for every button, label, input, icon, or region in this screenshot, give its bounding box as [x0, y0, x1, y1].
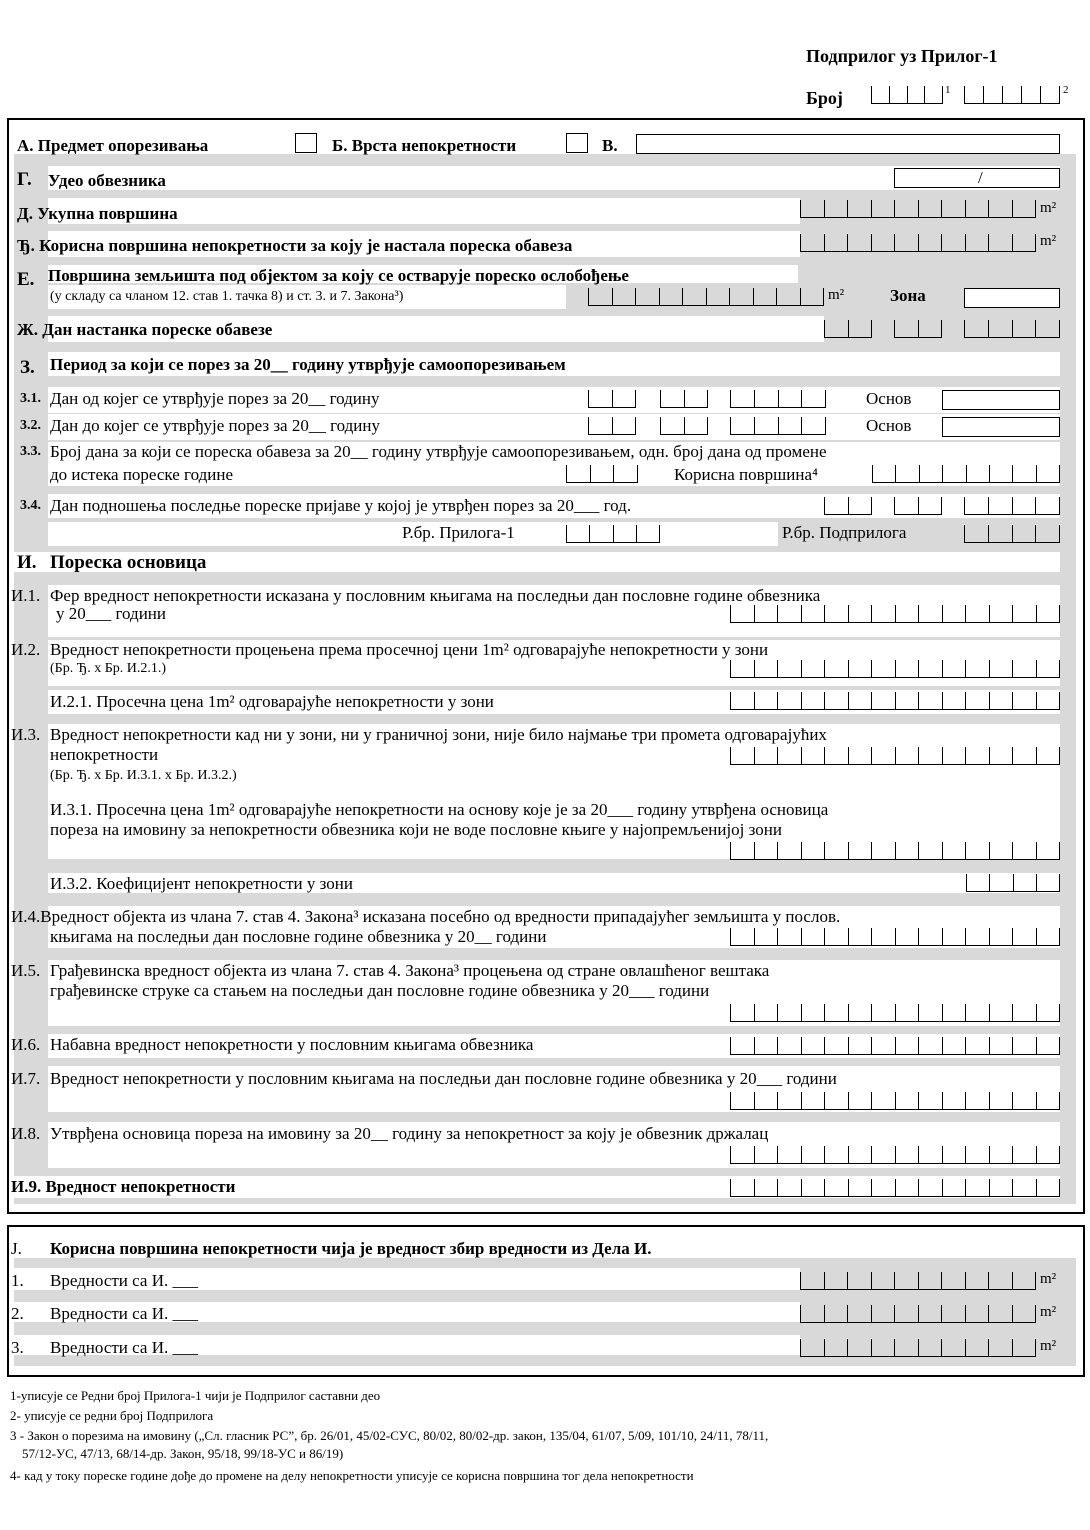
broj-prilog-field[interactable] — [871, 86, 943, 104]
label-z4-num: 3.4. — [20, 498, 41, 513]
sup-1: 1 — [945, 84, 951, 96]
korisna-povrsina-z3-field[interactable] — [872, 465, 1060, 483]
label-z2: Дан до којег се утврђује порез за 20__ годину — [50, 416, 380, 435]
label-z1: Дан од којег се утврђује порез за 20__ годину — [50, 389, 380, 408]
j-row-2-field[interactable] — [800, 1305, 1036, 1323]
i9-value-field[interactable] — [730, 1179, 1060, 1197]
label-g-num: Г. — [17, 169, 32, 190]
label-i4-line2: књигама на последњи дан пословне године обвезника у 20__ години — [50, 927, 547, 946]
label-g: Удео обвезника — [48, 171, 166, 190]
label-z: Период за који се порез за 20__ годину утврђује самоопорезивањем — [50, 355, 566, 374]
label-e-num: Е. — [17, 269, 35, 290]
j-row-2-unit: m² — [1040, 1304, 1057, 1320]
z4-year-field[interactable] — [964, 497, 1060, 515]
label-j-num: Ј. — [11, 1239, 22, 1258]
footnote-3: 3 - Закон о порезима на имовину („Сл. гласник РС”, бр. 26/01, 45/02-СУС, 80/02, 80/02-др. закон, 135/04, 61/07, 5/09, 101/10, 24/11, 78/11, — [10, 1428, 769, 1443]
udeo-slash: / — [978, 168, 983, 187]
broj-podprilog-field[interactable] — [964, 86, 1060, 104]
unit-m2-dj: m² — [1040, 233, 1057, 249]
label-i: Пореска основица — [50, 552, 207, 573]
label-i31-line1: И.3.1. Просечна цена 1m² одговарајуће непокретности на основу које је за 20___ годину утврђена основица — [50, 800, 829, 819]
label-i31-line2: пореза на имовину за непокретности обвезника који не воде пословне књиге у најопремљенијој зони — [50, 820, 782, 839]
label-i2-num: И.2. — [11, 640, 41, 659]
z1-day-field[interactable] — [588, 390, 636, 408]
zh-month-field[interactable] — [894, 320, 942, 338]
footnote-2: 2- уписује се редни број Подприлога — [10, 1408, 214, 1423]
label-i5-line1: Грађевинска вредност објекта из члана 7. став 4. Закона³ процењена од стране овлашћеног вештака — [50, 961, 770, 980]
label-i5-line2: грађевинске струке са стањем на последњи дан пословне године обвезника у 20___ години — [50, 981, 710, 1000]
label-dj: Ђ. Корисна површина непокретности за коју је настала пореска обавеза — [17, 236, 573, 255]
label-i9: И.9. Вредност непокретности — [11, 1177, 236, 1196]
j-row-3-label: Вредности са И. ___ — [50, 1338, 198, 1357]
label-z2-num: 3.2. — [20, 418, 41, 433]
osnov-2-input[interactable] — [942, 417, 1060, 437]
label-i3-num: И.3. — [11, 725, 41, 744]
j-row-3-unit: m² — [1040, 1338, 1057, 1354]
z2-month-field[interactable] — [660, 417, 708, 435]
label-j: Корисна површина непокретности чија је вредност збир вредности из Дела И. — [50, 1239, 652, 1258]
label-i6-num: И.6. — [11, 1035, 41, 1054]
label-i6: Набавна вредност непокретности у пословним књигама обвезника — [50, 1035, 534, 1054]
i2-value-field[interactable] — [730, 660, 1060, 678]
label-i21: И.2.1. Просечна цена 1m² одговарајуће непокретности у зони — [50, 692, 494, 711]
label-a: А. Предмет опорезивања — [17, 136, 209, 155]
z2-day-field[interactable] — [588, 417, 636, 435]
label-i3-line2: непокретности — [50, 745, 159, 764]
i32-value-field[interactable] — [966, 874, 1060, 892]
label-i3-sub: (Бр. Ђ. х Бр. И.3.1. х Бр. И.3.2.) — [50, 768, 237, 783]
i3-value-field[interactable] — [730, 747, 1060, 765]
label-z4: Дан подношења последње пореске пријаве у којој је утврђен порез за 20___ год. — [50, 496, 632, 515]
label-i3-line1: Вредност непокретности кад ни у зони, ни у граничној зони, није било најмање три промета одговарајућих — [50, 725, 827, 744]
label-i8: Утврђена основица пореза на имовину за 20__ годину за непокретност за коју је обвезник држалац — [50, 1124, 769, 1143]
label-i1-num: И.1. — [11, 586, 41, 605]
label-z3-num: 3.3. — [20, 444, 41, 459]
label-i1-line1: Фер вредност непокретности исказана у пословним књигама на последњи дан пословне године обвезника — [50, 586, 821, 605]
label-i4-line1: И.4.Вредност објекта из члана 7. став 4. Закона³ исказана посебно од вредности припадајућег земљишта у послов. — [11, 907, 841, 926]
ukupna-povrsina-field[interactable] — [800, 200, 1036, 218]
i6-value-field[interactable] — [730, 1037, 1060, 1055]
i21-value-field[interactable] — [730, 692, 1060, 710]
vrsta-checkbox[interactable] — [566, 133, 588, 153]
label-korisna-povrsina: Корисна површина⁴ — [674, 465, 818, 484]
label-osnov-2: Основ — [866, 416, 912, 435]
form-title: Подприлог уз Прилог-1 — [806, 46, 998, 66]
label-i7: Вредност непокретности у пословним књигама на последњи дан пословне године обвезника у 20___ години — [50, 1069, 837, 1088]
z2-year-field[interactable] — [730, 417, 826, 435]
j-row-2-num: 2. — [11, 1304, 24, 1323]
label-b: Б. Врста непокретности — [332, 136, 517, 155]
label-i7-num: И.7. — [11, 1069, 41, 1088]
label-z1-num: 3.1. — [20, 391, 41, 406]
z1-month-field[interactable] — [660, 390, 708, 408]
j-row-1-label: Вредности са И. ___ — [50, 1271, 198, 1290]
label-v: В. — [602, 136, 618, 155]
osnov-1-input[interactable] — [942, 390, 1060, 410]
sup-2: 2 — [1063, 84, 1069, 96]
label-i-num: И. — [17, 552, 37, 573]
label-d: Д. Укупна површина — [17, 204, 178, 223]
label-osnov-1: Основ — [866, 389, 912, 408]
label-i1-line2: у 20___ години — [56, 604, 167, 623]
v-input[interactable] — [636, 134, 1060, 154]
broj-dana-field[interactable] — [566, 465, 638, 483]
i5-value-field[interactable] — [730, 1004, 1060, 1022]
label-i32: И.3.2. Коефицијент непокретности у зони — [50, 874, 353, 893]
zh-day-field[interactable] — [824, 320, 872, 338]
zona-input[interactable] — [964, 288, 1060, 308]
j-row-1-unit: m² — [1040, 1271, 1057, 1287]
label-rbr-podprilog: Р.бр. Подприлога — [782, 523, 907, 542]
label-z3-line1: Број дана за који се пореска обавеза за 20__ годину утврђује самоопорезивањем, одн. број дана од промене — [50, 442, 827, 461]
footnote-4: 4- кад у току пореске године дође до промене на делу непокретности уписује се корисна површина тог дела непокретности — [10, 1468, 694, 1483]
rbr-podprilog-field[interactable] — [964, 525, 1060, 543]
korisna-povrsina-field[interactable] — [800, 234, 1036, 252]
j-row-3-field[interactable] — [800, 1339, 1036, 1357]
footnote-3-cont: 57/12-УС, 47/13, 68/14-др. Закон, 95/18, 99/18-УС и 86/19) — [22, 1446, 344, 1461]
z1-year-field[interactable] — [730, 390, 826, 408]
footnote-1: 1-уписује се Редни број Прилога-1 чији је Подприлог саставни део — [10, 1388, 381, 1403]
j-row-1-field[interactable] — [800, 1272, 1036, 1290]
j-row-1-num: 1. — [11, 1271, 24, 1290]
predmet-checkbox[interactable] — [295, 133, 317, 153]
label-zh: Ж. Дан настанка пореске обавезе — [17, 320, 273, 339]
i4-value-field[interactable] — [730, 928, 1060, 946]
j-row-3-num: 3. — [11, 1338, 24, 1357]
i8-value-field[interactable] — [730, 1146, 1060, 1164]
udeo-input[interactable] — [894, 168, 1060, 188]
broj-label: Број — [806, 88, 843, 108]
label-i2: Вредност непокретности процењена према просечној цени 1m² одговарајуће непокретности у зони — [50, 640, 769, 659]
povrsina-zemljista-field[interactable] — [588, 288, 824, 306]
label-rbr-prilog: Р.бр. Прилога-1 — [402, 523, 515, 542]
unit-m2-e: m² — [828, 287, 845, 303]
zh-year-field[interactable] — [964, 320, 1060, 338]
z4-day-field[interactable] — [824, 497, 872, 515]
z4-month-field[interactable] — [894, 497, 942, 515]
i1-value-field[interactable] — [730, 605, 1060, 623]
i31-value-field[interactable] — [730, 842, 1060, 860]
label-e-sub: (у складу са чланом 12. став 1. тачка 8) и ст. 3. и 7. Закона³) — [50, 289, 404, 304]
label-i8-num: И.8. — [11, 1124, 41, 1143]
i7-value-field[interactable] — [730, 1092, 1060, 1110]
label-e: Површина земљишта под објектом за коју се остварује пореско ослобођење — [48, 266, 629, 285]
label-z-num: З. — [20, 357, 35, 378]
label-i5-num: И.5. — [11, 961, 41, 980]
rbr-prilog-field[interactable] — [566, 525, 660, 543]
label-zona: Зона — [890, 286, 926, 305]
label-i2-sub: (Бр. Ђ. х Бр. И.2.1.) — [50, 661, 167, 676]
j-row-2-label: Вредности са И. ___ — [50, 1304, 198, 1323]
label-z3-line2: до истека пореске године — [50, 465, 234, 484]
unit-m2-d: m² — [1040, 200, 1057, 216]
